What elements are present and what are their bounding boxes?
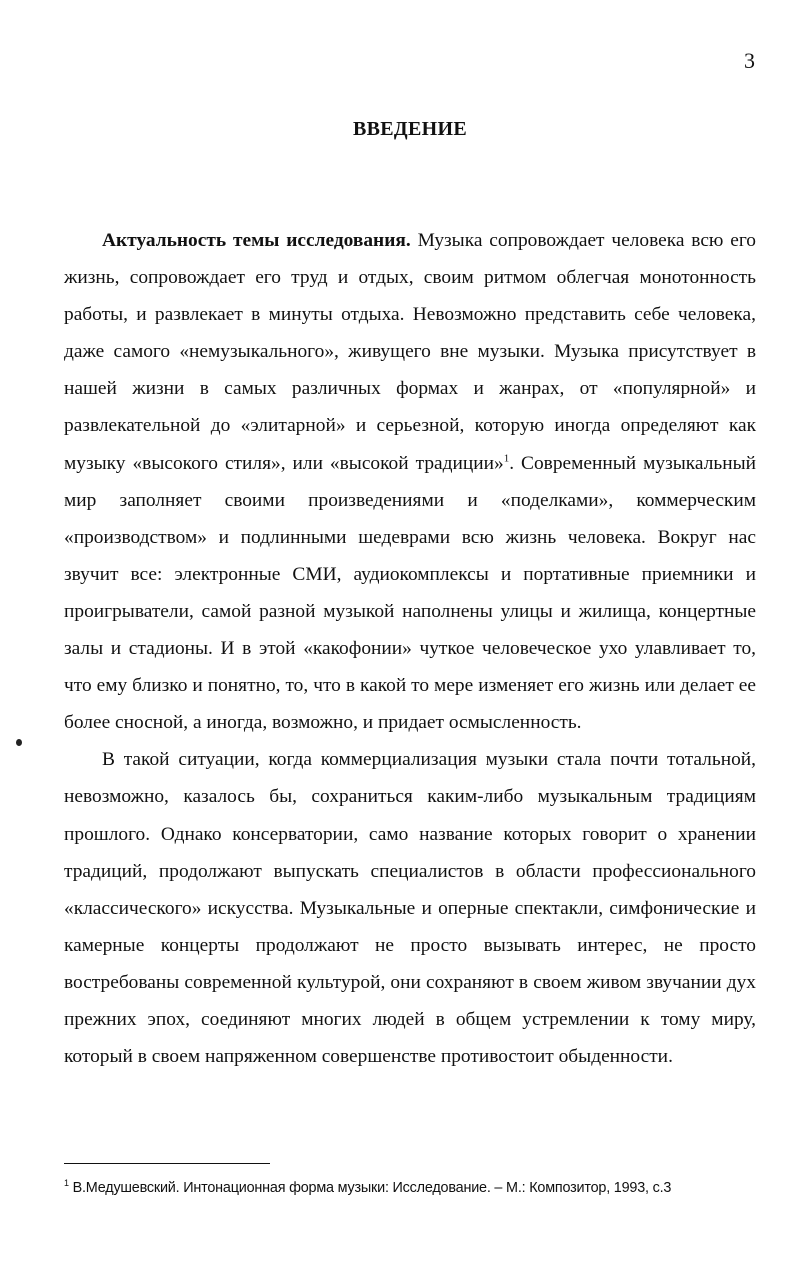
- section-title: ВВЕДЕНИЕ: [353, 118, 467, 140]
- paragraph-text-continued: . Современный музыкальный мир заполняет своими произведениями и «поделками», коммерческим «производством» и подлинными шедеврами всю жизнь человека. Вокруг нас звучит все: электронные СМИ, аудиокомплексы и портативные приемники и проигрыватели, самой разной музыкой наполнены улицы и жилища, концертные залы и стадионы. И в этой «какофонии» чуткое человеческое ухо улавливает то, что ему близко и понятно, то, что в какой то мере изменяет его жизнь или делает ее более сносной, а иногда, возможно, и придает осмысленность.: [64, 452, 757, 734]
- paragraph-relevance: [64, 222, 756, 741]
- paragraph-situation: В такой ситуации, когда коммерциализация музыки стала почти тотальной, невозможно, казалось бы, сохраниться каким-либо музыкальным традициям прошлого. Однако консерватории, само название которых говорит о хранении традиций, продолжают выпускать специалистов в области профессионального «классического» искусства. Музыкальные и оперные спектакли, симфонические и камерные концерты продолжают не просто вызывать интерес, не просто востребованы современной культурой, они сохраняют в своем живом звучании дух прежних эпох, соединяют многих людей в общем устремлении к тому миру, который в своем напряженном совершенстве противостоит обыденности.: [64, 749, 756, 1068]
- paragraph-lead: Актуальность темы исследования.: [102, 230, 411, 251]
- paragraph-text: Музыка сопровождает человека всю его жизнь, сопровождает его труд и отдых, своим ритмом облегчая монотонность работы, и развлекает в минуты отдыха. Невозможно представить себе человека, даже самого «немузыкального», живущего вне музыки. Музыка присутствует в нашей жизни в самых различных формах и жанрах, от «популярной» и развлекательной до «элитарной» и серьезной, которую иногда определяют как музыку «высокого стиля», или «высокой традиции»: [64, 230, 757, 474]
- footnote-marker: 1: [64, 1178, 69, 1189]
- footnote-text: В.Медушевский. Интонационная форма музыки: Исследование. – М.: Композитор, 1993, с.3: [68, 1180, 672, 1196]
- page-number: 3: [744, 48, 755, 73]
- footnote-divider: [64, 1163, 270, 1164]
- scan-speck: [16, 739, 22, 746]
- footnote: [64, 1178, 764, 1198]
- footnote-reference: 1: [503, 452, 510, 465]
- body-text: [64, 222, 756, 1075]
